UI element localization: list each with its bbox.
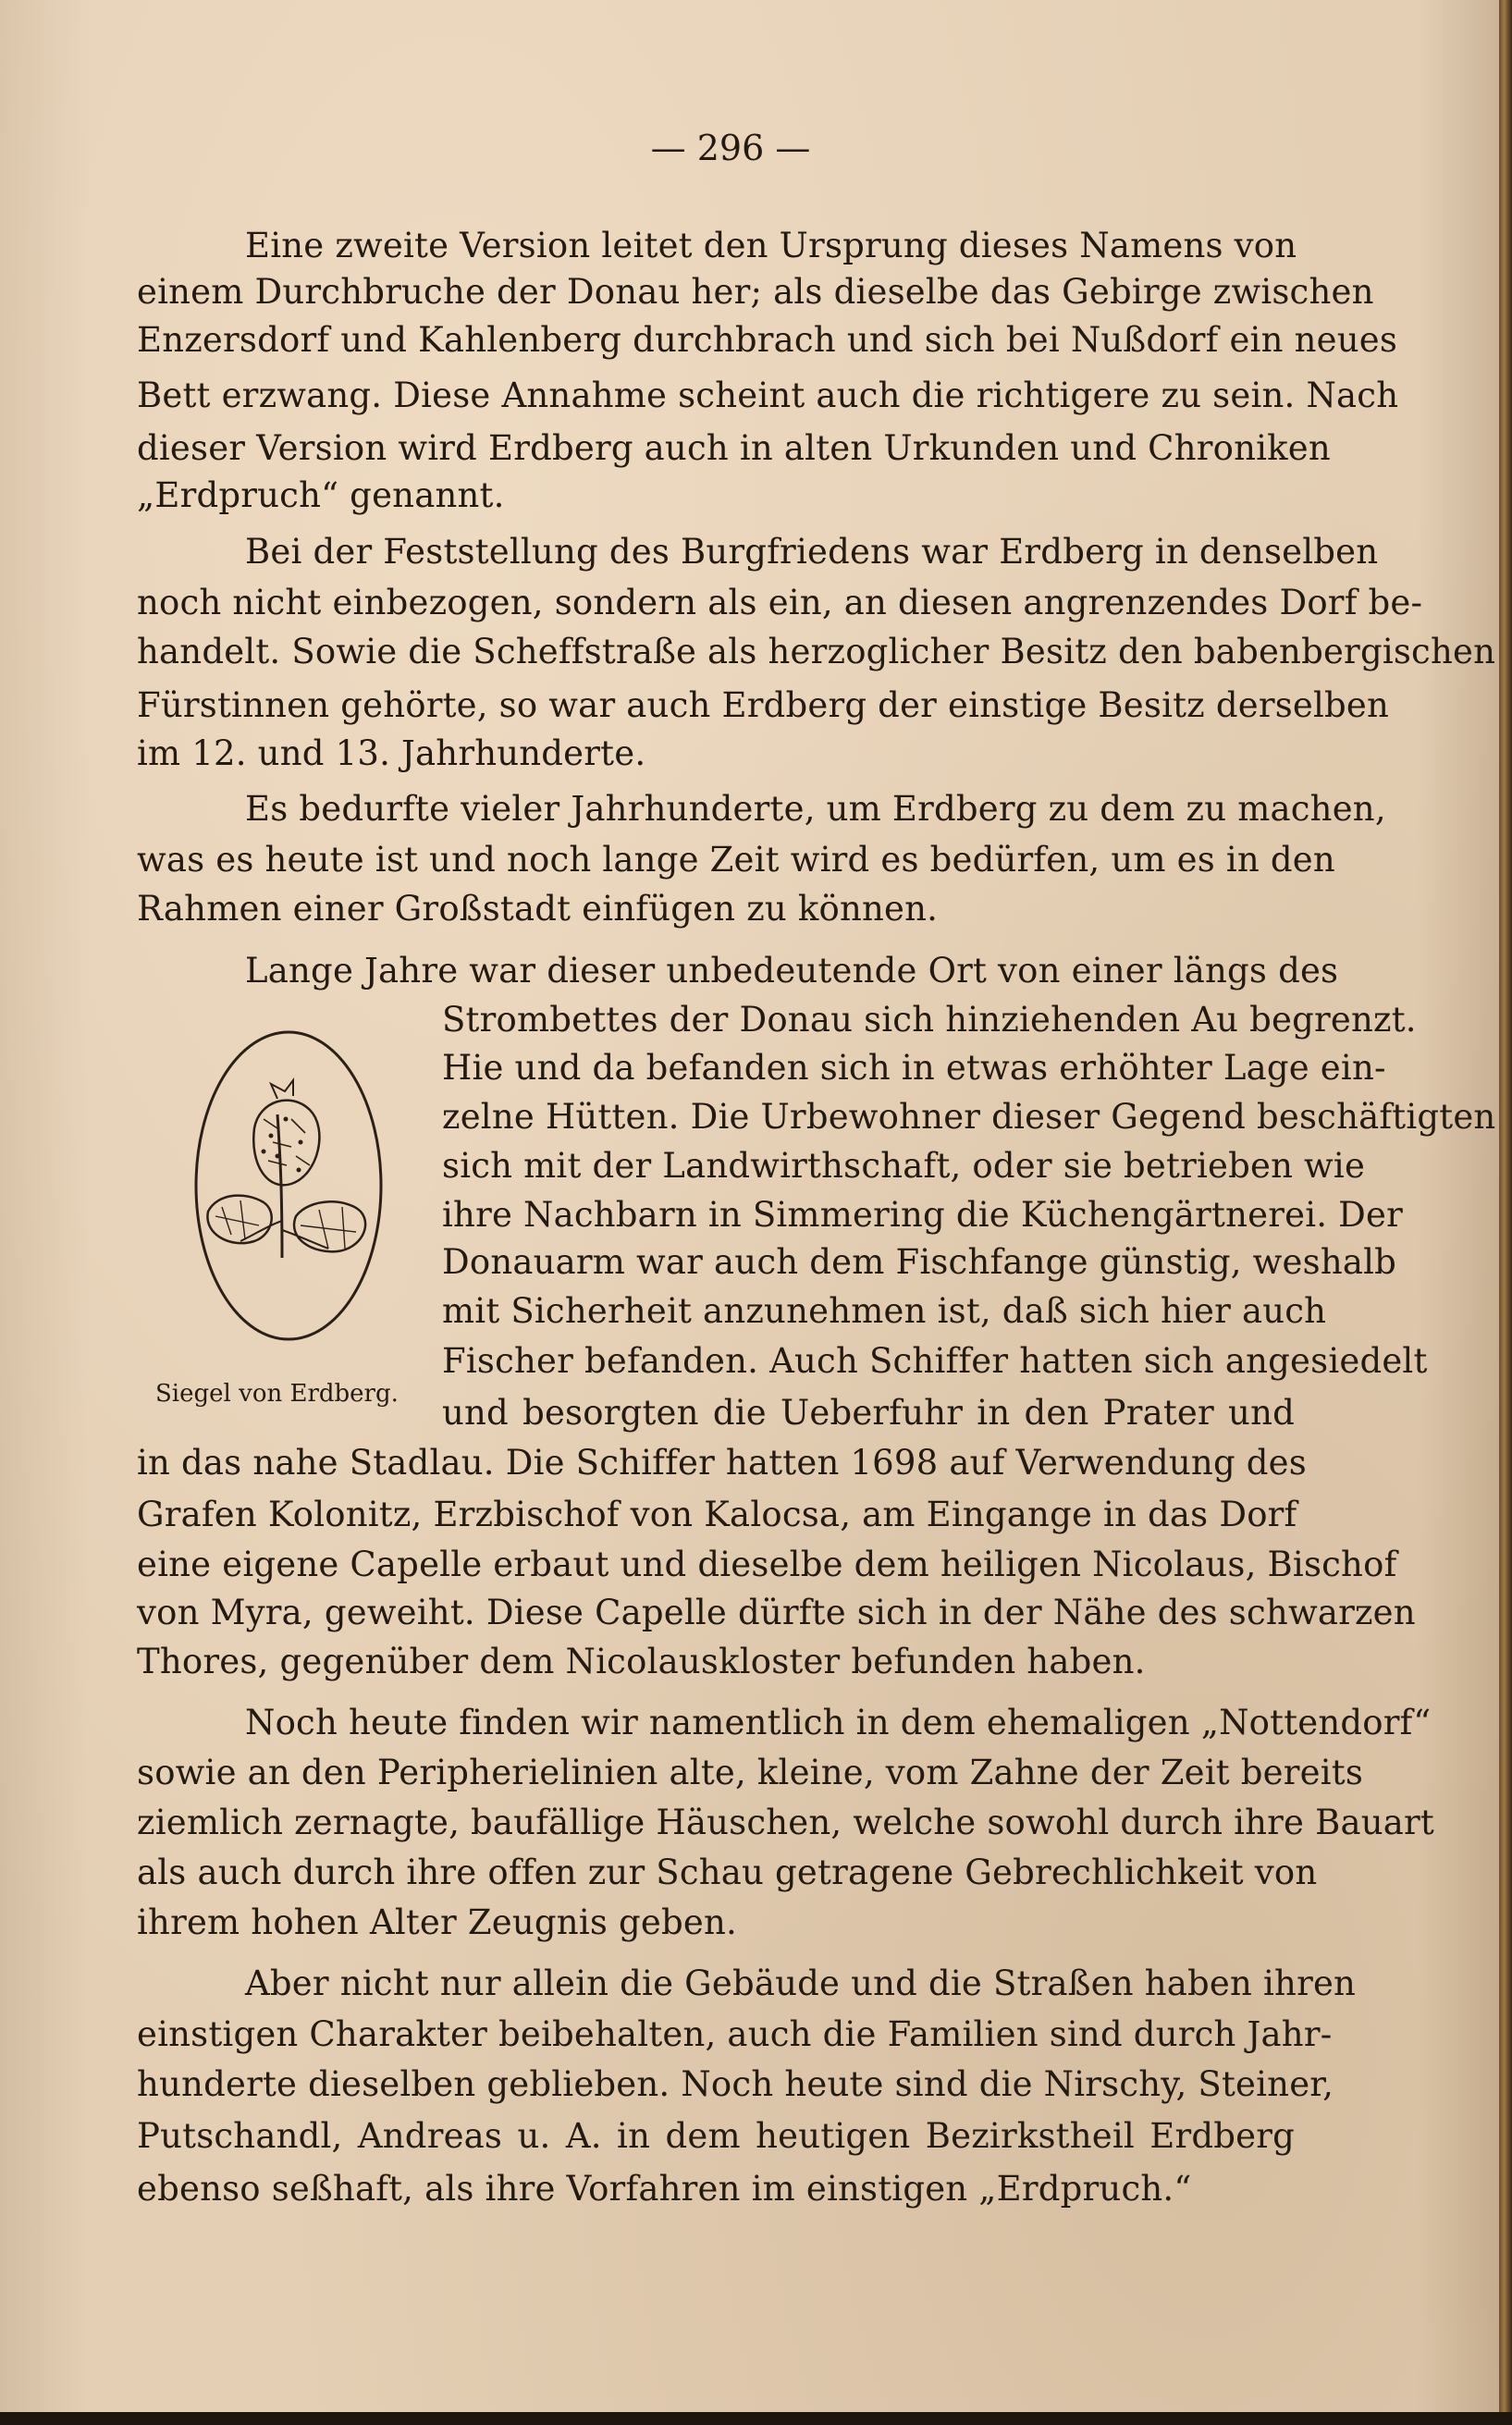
seal-berry <box>253 1101 319 1186</box>
text-line: ihre Nachbarn in Simmering die Küchengärtnerei. Der <box>442 1195 1404 1235</box>
text-line: hunderte dieselben geblieben. Noch heute sind die Nirschy, Steiner, <box>137 2064 1334 2104</box>
text-line: in das nahe Stadlau. Die Schiffer hatten 1698 auf Verwendung des <box>137 1443 1307 1483</box>
text-line: Strombettes der Donau sich hinziehenden Au begrenzt. <box>442 1000 1417 1040</box>
text-line: sich mit der Landwirthschaft, oder sie betrieben wie <box>442 1146 1366 1186</box>
text-line: Thores, gegenüber dem Nicolauskloster befunden haben. <box>137 1642 1146 1681</box>
text-line: Bei der Feststellung des Burgfriedens war Erdberg in denselben <box>245 532 1379 572</box>
text-line: Grafen Kolonitz, Erzbischof von Kalocsa, am Eingange in das Dorf <box>137 1495 1297 1534</box>
text-line: Eine zweite Version leitet den Ursprung dieses Namens von <box>245 226 1297 265</box>
book-edge-right <box>1499 0 1512 2425</box>
text-line: Lange Jahre war dieser unbedeutende Ort von einer längs des <box>245 951 1339 991</box>
text-line: ziemlich zernagte, baufällige Häuschen, welche sowohl durch ihre Bauart <box>137 1803 1435 1842</box>
text-line: was es heute ist und noch lange Zeit wird es bedürfen, um es in den <box>137 840 1335 880</box>
text-line: Noch heute finden wir namentlich in dem ehemaligen „Nottendorf“ <box>245 1703 1432 1742</box>
text-line: einem Durchbruche der Donau her; als dieselbe das Gebirge zwischen <box>137 272 1374 312</box>
text-line: Putschandl, Andreas u. A. in dem heutigen Bezirkstheil Erdberg <box>137 2116 1295 2156</box>
text-line: Hie und da befanden sich in etwas erhöhter Lage ein- <box>442 1048 1386 1088</box>
text-line: Fischer befanden. Auch Schiffer hatten sich angesiedelt <box>442 1341 1428 1381</box>
page-number: — 296 — <box>650 128 811 168</box>
text-line: „Erdpruch“ genannt. <box>137 475 505 515</box>
text-line: Es bedurfte vieler Jahrhunderte, um Erdberg zu dem zu machen, <box>245 789 1386 829</box>
text-line: Fürstinnen gehörte, so war auch Erdberg der einstige Besitz derselben <box>137 685 1390 725</box>
text-line: ebenso seßhaft, als ihre Vorfahren im einstigen „Erdpruch.“ <box>137 2169 1192 2209</box>
text-line: und besorgten die Ueberfuhr in den Prater und <box>442 1393 1295 1433</box>
text-line: Aber nicht nur allein die Gebäude und die Straßen haben ihren <box>245 1963 1357 2003</box>
text-line: Rahmen einer Großstadt einfügen zu können. <box>137 889 939 929</box>
text-line: eine eigene Capelle erbaut und dieselbe dem heiligen Nicolaus, Bischof <box>137 1545 1397 1584</box>
seal-leaf-left <box>207 1196 271 1244</box>
text-line: als auch durch ihre offen zur Schau getragene Gebrechlichkeit von <box>137 1853 1318 1892</box>
text-line: noch nicht einbezogen, sondern als ein, an diesen angrenzendes Dorf be- <box>137 583 1423 622</box>
book-edge-bottom <box>0 2412 1512 2425</box>
text-line: Donauarm war auch dem Fischfange günstig, weshalb <box>442 1242 1397 1282</box>
text-line: im 12. und 13. Jahrhunderte. <box>137 733 646 773</box>
text-line: handelt. Sowie die Scheffstraße als herzoglicher Besitz den babenbergischen <box>137 632 1496 671</box>
seal-leaf-right <box>294 1201 365 1251</box>
text-line: einstigen Charakter beibehalten, auch die Familien sind durch Jahr- <box>137 2014 1333 2054</box>
text-line: Enzersdorf und Kahlenberg durchbrach und sich bei Nußdorf ein neues <box>137 320 1398 360</box>
seal-caption: Siegel von Erdberg. <box>155 1380 399 1408</box>
seal-illustration <box>190 1027 388 1346</box>
text-line: von Myra, geweiht. Diese Capelle dürfte sich in der Nähe des schwarzen <box>137 1593 1416 1632</box>
text-line: Bett erzwang. Diese Annahme scheint auch die richtigere zu sein. Nach <box>137 375 1399 415</box>
text-line: dieser Version wird Erdberg auch in alten Urkunden und Chroniken <box>137 428 1331 468</box>
text-line: zelne Hütten. Die Urbewohner dieser Gegend beschäftigten <box>442 1097 1496 1137</box>
text-line: mit Sicherheit anzunehmen ist, daß sich hier auch <box>442 1291 1327 1331</box>
text-line: sowie an den Peripherielinien alte, kleine, vom Zahne der Zeit bereits <box>137 1753 1364 1792</box>
text-line: ihrem hohen Alter Zeugnis geben. <box>137 1902 737 1942</box>
